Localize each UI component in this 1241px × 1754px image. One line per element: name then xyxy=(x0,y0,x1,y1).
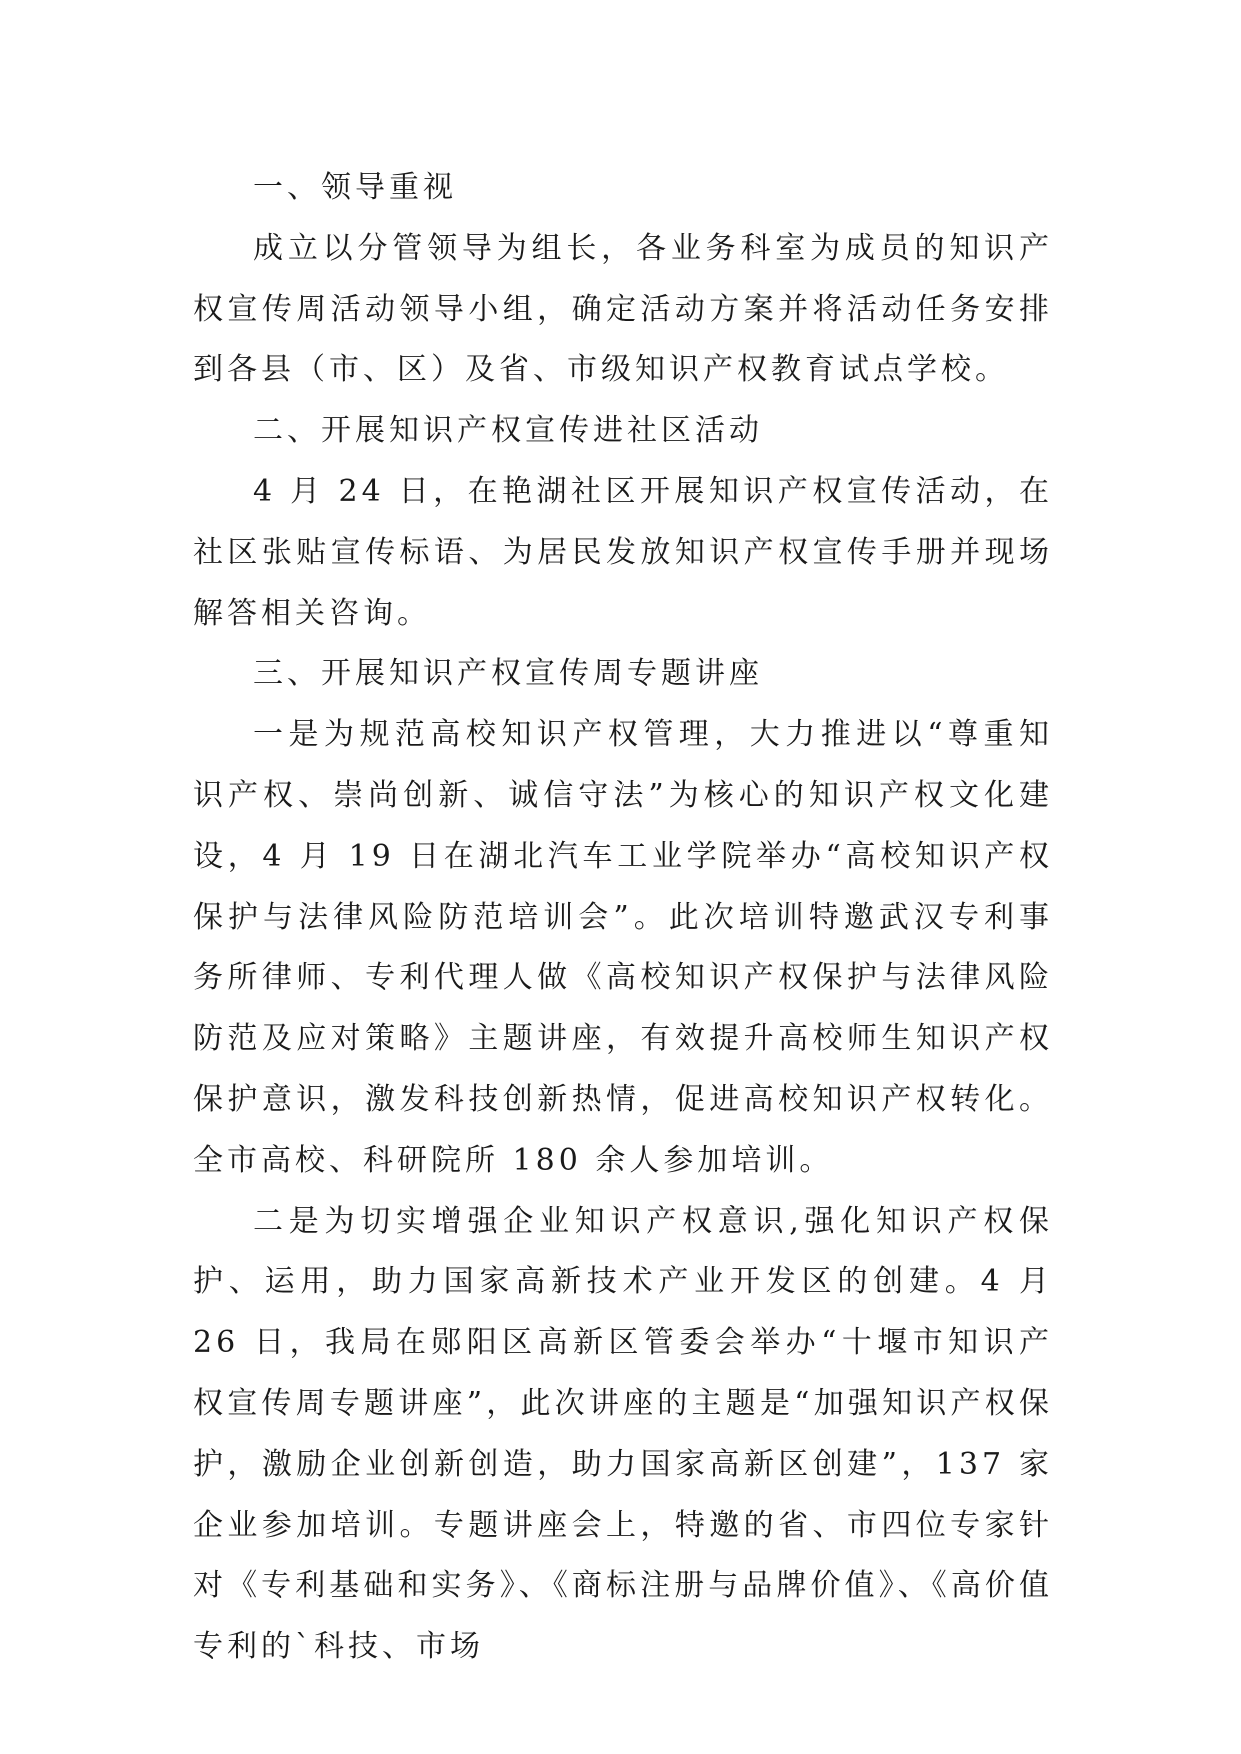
body-paragraph-community: 4 月 24 日，在艳湖社区开展知识产权宣传活动，在社区张贴宣传标语、为居民发放知识产权宣传手册并现场解答相关咨询。 xyxy=(193,473,1053,631)
section-heading-leadership: 一、领导重视 xyxy=(253,170,457,205)
body-paragraph-enterprise-lecture: 二是为切实增强企业知识产权意识,强化知识产权保护、运用，助力国家高新技术产业开发区的创建。4 月 26 日，我局在郧阳区高新区管委会举办“十堰市知识产权宣传周专题讲座”，此次讲座的主题是“加强知识产权保护，激励企业创新创造，助力国家高新区创建”，137 家企业参加培训。专题讲座会上，特邀的省、市四位专家针对《专利基础和实务》、《商标注册与品牌价值》、《高价值专利的`科技、市场 xyxy=(193,1203,1053,1665)
body-paragraph-university-lecture: 一是为规范高校知识产权管理，大力推进以“尊重知识产权、崇尚创新、诚信守法”为核心的知识产权文化建设，4 月 19 日在湖北汽车工业学院举办“高校知识产权保护与法律风险防范培训会”。此次培训特邀武汉专利事务所律师、专利代理人做《高校知识产权保护与法律风险防范及应对策略》主题讲座，有效提升高校师生知识产权保护意识，激发科技创新热情，促进高校知识产权转化。全市高校、科研院所 180 余人参加培训。 xyxy=(193,717,1053,1178)
document-body xyxy=(193,158,1053,1678)
body-paragraph-leadership: 成立以分管领导为组长，各业务科室为成员的知识产权宣传周活动领导小组，确定活动方案并将活动任务安排到各县（市、区）及省、市级知识产权教育试点学校。 xyxy=(193,230,1053,388)
section-heading-community: 二、开展知识产权宣传进社区活动 xyxy=(253,413,763,449)
section-heading-lectures: 三、开展知识产权宣传周专题讲座 xyxy=(253,656,763,692)
